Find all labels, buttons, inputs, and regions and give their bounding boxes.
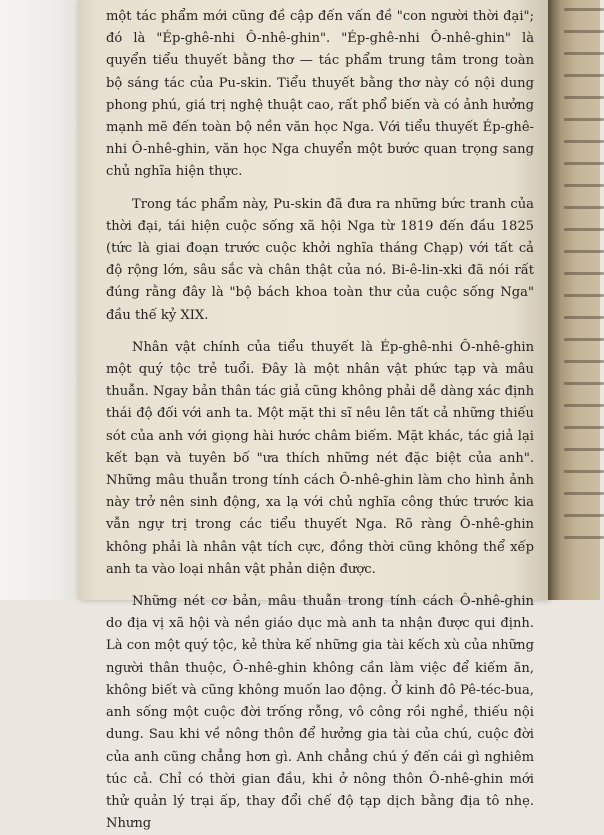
book-gutter	[548, 0, 560, 600]
page-text	[106, 6, 534, 835]
facing-page-edge	[560, 0, 600, 600]
book-page	[78, 0, 548, 832]
paragraph-3: Nhân vật chính của tiểu thuyết là Ép-ghê-nhi Ô-nhê-ghin một quý tộc trẻ tuổi. Đây là một nhân vật phức tạp và mâu thuẫn. Ngay bản thân tác giả cũng không phải dễ dàng xác định thái độ đối với anh ta. Một mặt thi sĩ nêu lên tất cả những thiếu sót của anh với giọng hài hước châm biếm. Mặt khác, tác giả lại kết bạn và tuyên bố "ưa thích những nét đặc biệt của anh". Những mâu thuẫn trong tính cách Ô-nhê-ghin làm cho hình ảnh này trở nên sinh động, xa lạ với chủ nghĩa công thức trước kia vẫn ngự trị trong các tiểu thuyết Nga. Rõ ràng Ô-nhê-ghin không phải là nhân vật tích cực, đồng thời cũng không thể xếp anh ta vào loại nhân vật phản diện được.	[106, 339, 534, 577]
paragraph-2: Trong tác phẩm này, Pu-skin đã đưa ra những bức tranh của thời đại, tái hiện cuộc sống xã hội Nga từ 1819 đến đầu 1825 (tức là giai đoạn trước cuộc khởi nghĩa tháng Chạp) với tất cả độ rộng lớn, sâu sắc và chân thật của nó. Bi-ê-lin-xki đã nói rất đúng rằng đây là "bộ bách khoa toàn thư của cuộc sống Nga" đầu thế kỷ XIX.	[106, 196, 534, 323]
background-left	[0, 0, 78, 600]
facing-page-text-lines	[564, 8, 604, 558]
paragraph-1: một tác phẩm mới cũng đề cập đến vấn đề "con người thời đại"; đó là "Ép-ghê-nhi Ô-nhê-ghin". "Ép-ghê-nhi Ô-nhê-ghin" là quyển tiểu thuyết bằng thơ — tác phẩm trung tâm trong toàn bộ sáng tác của Pu-skin. Tiểu thuyết bằng thơ này có nội dung phong phú, giá trị nghệ thuật cao, rất phổ biến và có ảnh hưởng mạnh mẽ đến toàn bộ nền văn học Nga. Với tiểu thuyết Ép-ghê-nhi Ô-nhê-ghin, văn học Nga chuyển một bước quan trọng sang chủ nghĩa hiện thực.	[106, 9, 534, 180]
paragraph-4: Những nét cơ bản, mâu thuẫn trong tính cách Ô-nhê-ghin do địa vị xã hội và nền giáo dục mà anh ta nhận được qui định. Là con một quý tộc, kẻ thừa kế những gia tài kếch xù của những người thân thuộc, Ô-nhê-ghin không cần làm việc để kiếm ăn, không biết và cũng không muốn lao động. Ở kinh đô Pê-téc-bua, anh sống một cuộc đời trống rỗng, vô công rồi nghề, thiếu nội dung. Sau khi về nông thôn để hưởng gia tài của chú, cuộc đời của anh cũng chẳng hơn gì. Anh chẳng chú ý đến cái gì nghiêm túc cả. Chỉ có thời gian đầu, khi ở nông thôn Ô-nhê-ghin mới thử quản lý trại ấp, thay đổi chế độ tạp dịch bằng địa tô nhẹ. Nhưng	[106, 594, 534, 832]
